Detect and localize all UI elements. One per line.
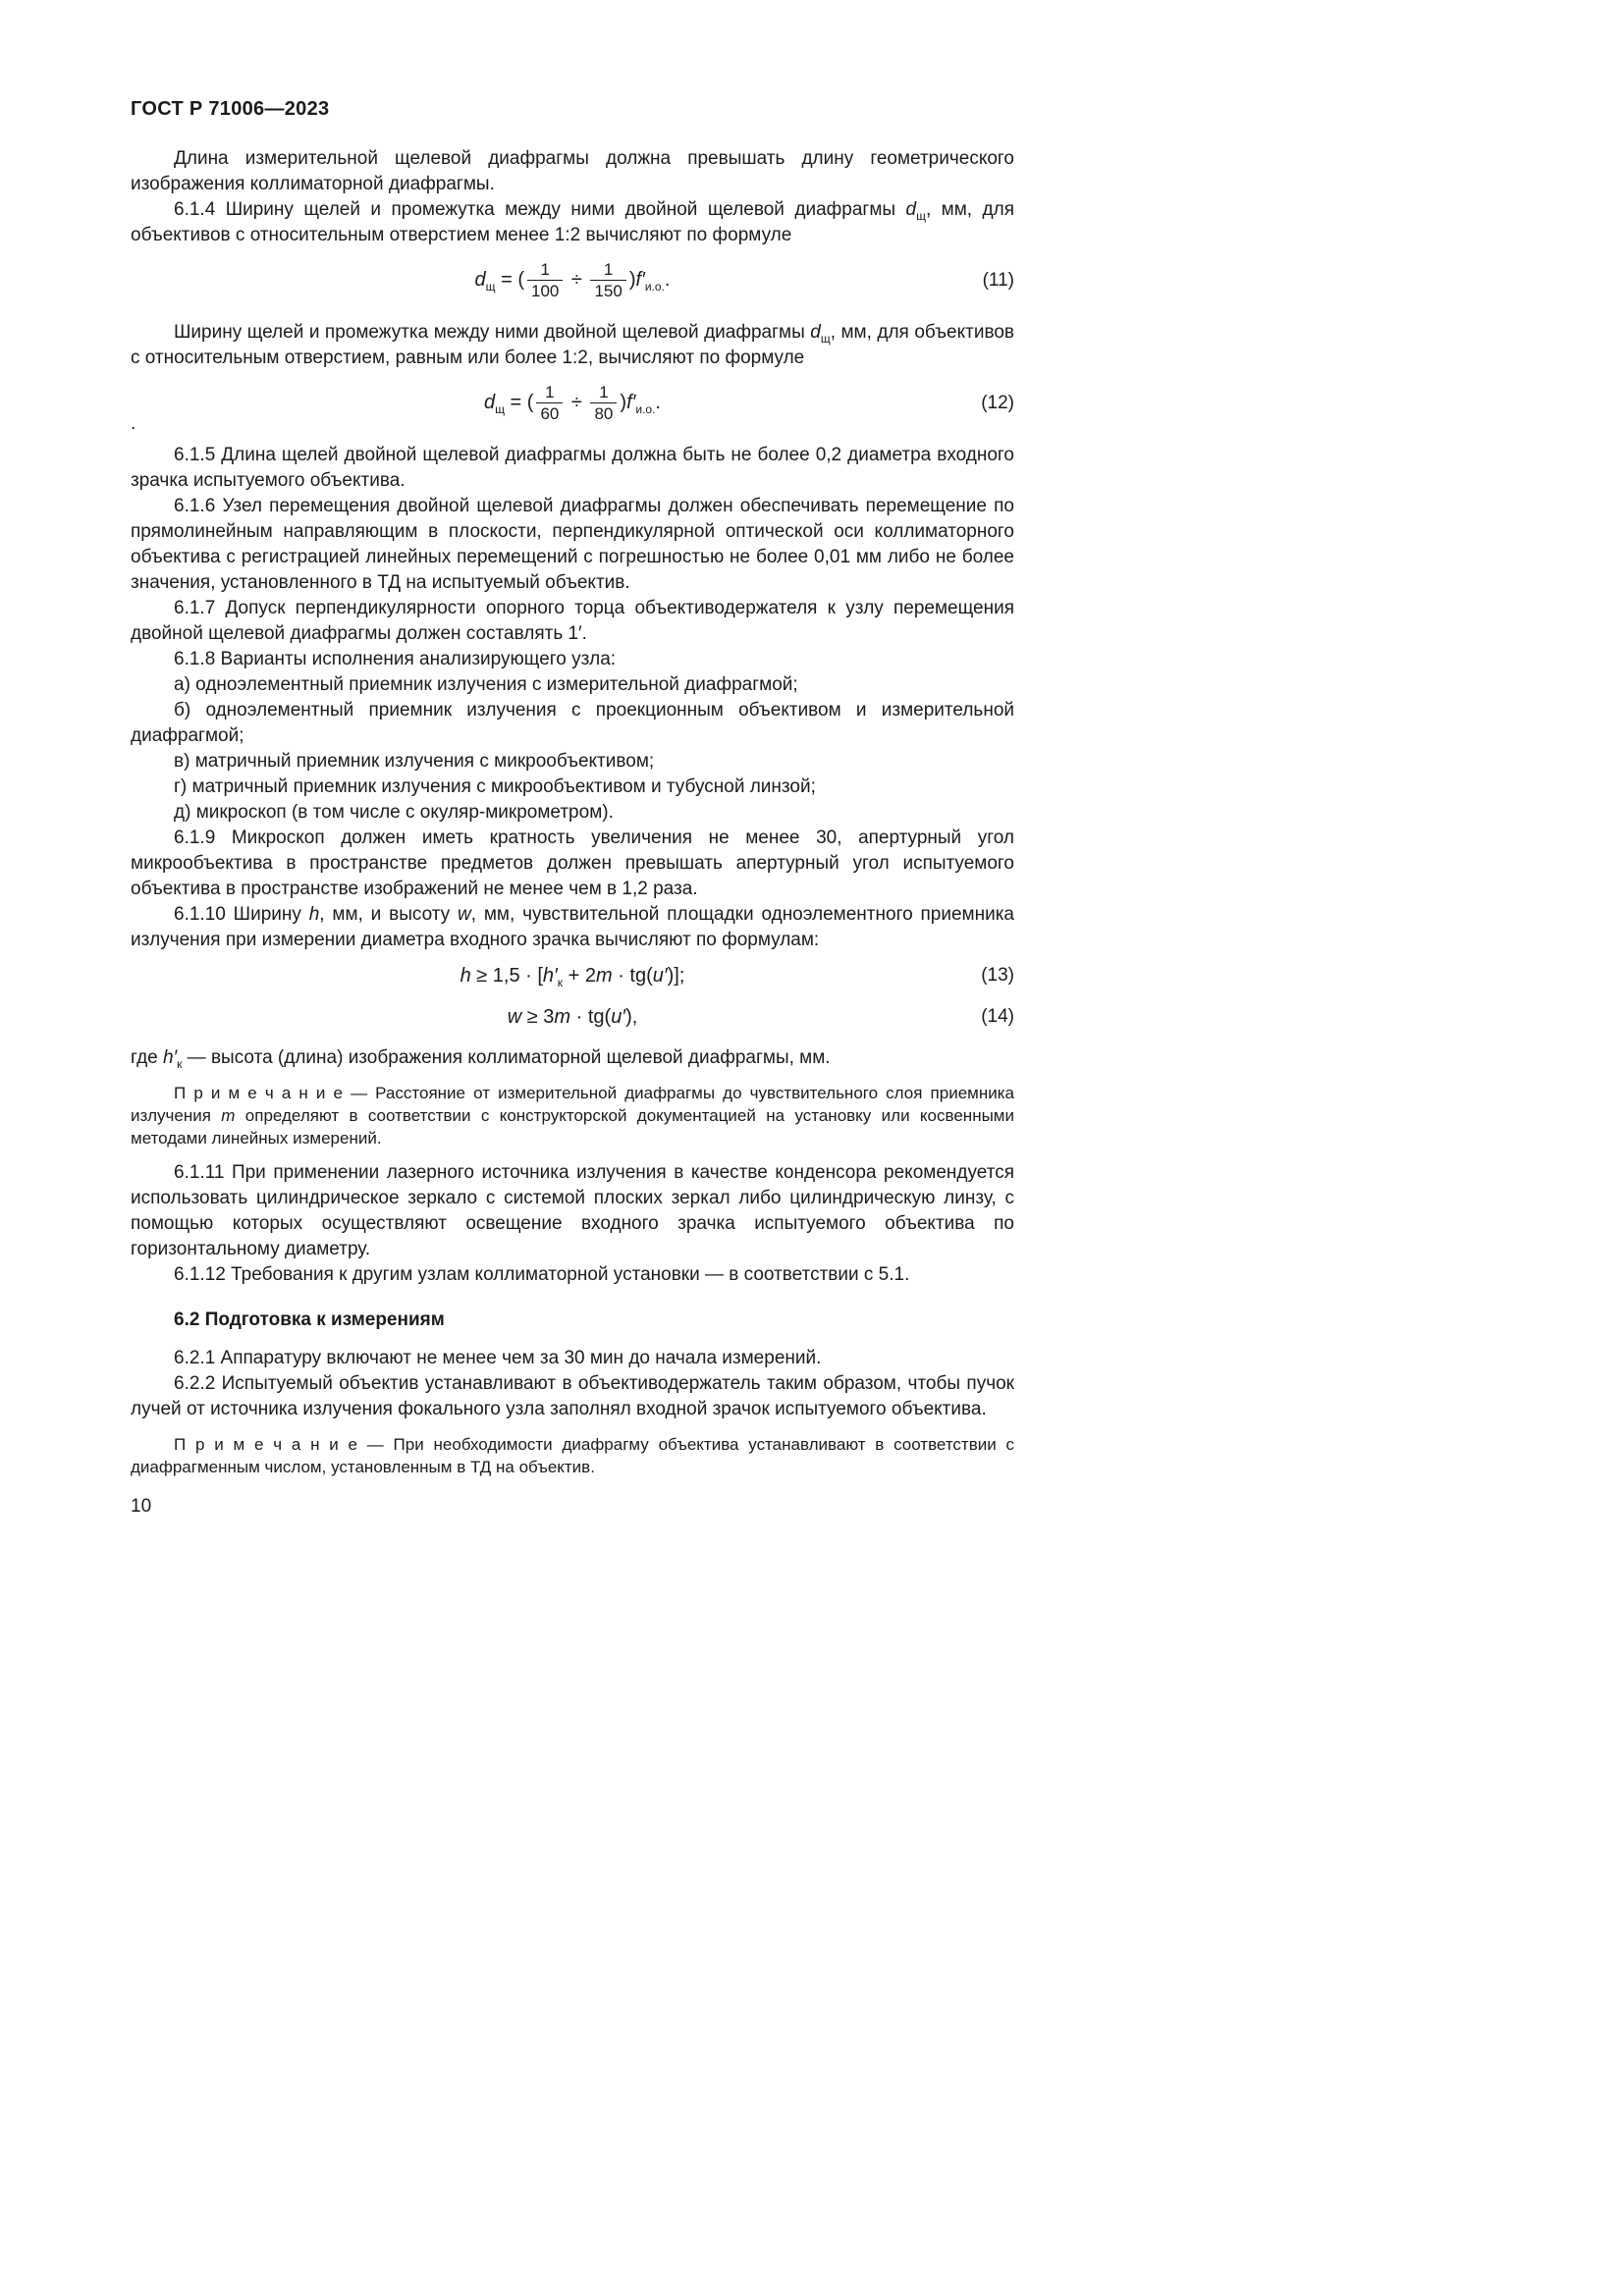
math-subscript: щ [820,331,831,346]
paragraph-text: , мм, для объективов с относительным отверстием менее 1:2 вычисляют по формуле [131,199,1014,245]
math-text: . [664,268,671,291]
math-variable: h′ [163,1047,178,1068]
paragraph-text: Ширину щелей и промежутка между ними двойной щелевой диафрагмы [174,322,811,343]
math-variable: d [484,391,496,413]
math-variable: m [221,1106,236,1125]
math-variable: h [308,904,320,925]
math-variable: u′ [652,965,668,987]
list-item-d: д) микроскоп (в том числе с окуляр-микрометром). [174,802,614,823]
fraction-numerator: 1 [536,383,563,403]
paragraph-text: 6.1.4 Ширину щелей и промежутка между ними двойной щелевой диафрагмы [174,199,906,220]
equation-number: (11) [982,269,1014,291]
paragraph-6-1-5: 6.1.5 Длина щелей двойной щелевой диафрагмы должна быть не более 0,2 диаметра входного зрачка испытуемого объектива. [131,445,1014,491]
paragraph-text: — высота (длина) изображения коллиматорной щелевой диафрагмы, мм. [182,1047,831,1068]
fraction-denominator: 80 [594,404,614,423]
math-text: )]; [667,965,685,987]
math-text: ≥ 1,5 · [ [470,965,543,987]
math-variable: h [460,965,471,987]
fraction-numerator: 1 [590,383,617,403]
math-subscript: щ [916,208,926,223]
math-variable: h′ [542,965,558,987]
math-text: = ( [495,268,524,291]
paragraph-where-clause [131,1045,1014,1071]
paragraph-6-1-11: 6.1.11 При применении лазерного источника излучения в качестве конденсора рекомендуется использовать цилиндрическое зеркало с системой плоских зеркал либо цилиндрическую линзу, с помощью которых осуществляют освещение входного зрачка испытуемого объектива по горизонтальному диаметру. [131,1162,1014,1259]
paragraph-6-2-2: 6.2.2 Испытуемый объектив устанавливают в объективодержатель таким образом, чтобы пучок лучей от источника излучения фокального узла заполнял входной зрачок испытуемого объектива. [131,1373,1014,1419]
equation-11 [131,260,1014,300]
paragraph-text: , мм, для объективов с относительным отверстием, равным или более 1:2, вычисляют по формуле [131,322,1014,368]
math-variable: f′ [635,268,645,291]
fraction-denominator: 100 [531,282,560,300]
list-item-v: в) матричный приемник излучения с микрообъективом; [174,751,655,772]
equation-14 [131,1004,1014,1030]
math-text: ) [620,391,627,413]
paragraph-6-2-1: 6.2.1 Аппаратуру включают не менее чем за 30 мин до начала измерений. [174,1348,822,1368]
fraction [536,383,563,423]
math-subscript: и.о. [635,401,656,416]
list-item-g: г) матричный приемник излучения с микрообъективом и тубусной линзой; [174,776,816,797]
note-text: П р и м е ч а н и е — Расстояние от измерительной диафрагмы до чувствительного слоя приемника излучения [131,1084,1014,1125]
equation-13-math [460,965,685,987]
math-text: + 2 [563,965,596,987]
math-variable: f′ [626,391,636,413]
math-subscript: к [177,1056,183,1071]
math-variable: d [810,322,821,343]
math-text: · tg( [612,965,653,987]
equation-11-math [474,260,671,300]
math-variable: d [474,268,486,291]
paragraph-6-1-4 [131,197,1014,248]
paragraph-6-1-6: 6.1.6 Узел перемещения двойной щелевой диафрагмы должен обеспечивать перемещение по прямолинейным направляющим в плоскости, перпендикулярной оптической оси коллиматорного объектива с регистрацией линейных перемещений с погрешностью не более 0,01 мм либо не более значения, установленного в ТД на испытуемый объектив. [131,496,1014,593]
page-content [131,98,1014,1518]
fraction [590,383,617,423]
equation-12 [131,383,1014,434]
division-sign: ÷ [566,391,588,413]
paragraph-text: 6.1.10 Ширину [174,904,309,925]
math-subscript: щ [495,401,505,416]
equation-number: (14) [981,1006,1014,1027]
stray-period: . [131,413,136,434]
paragraph-6-1-7: 6.1.7 Допуск перпендикулярности опорного торца объективодержателя к узлу перемещения двойной щелевой диафрагмы должен составлять 1′. [131,598,1014,644]
list-item-a: а) одноэлементный приемник излучения с измерительной диафрагмой; [174,674,798,695]
fraction-denominator: 60 [540,404,560,423]
paragraph-6-1-12: 6.1.12 Требования к другим узлам коллиматорной установки — в соответствии с 5.1. [174,1264,910,1285]
math-variable: d [905,199,917,220]
paragraph-text: , мм, чувствительной площадки одноэлементного приемника излучения при измерении диаметра входного зрачка вычисляют по формулам: [131,904,1014,950]
equation-number: (12) [981,392,1014,413]
math-subscript: и.о. [644,279,665,294]
paragraph-ratio-more [131,320,1014,371]
math-text: · tg( [570,1006,612,1028]
division-sign: ÷ [566,268,588,291]
math-variable: w [458,904,471,925]
math-variable: m [595,965,613,987]
note-diaphragm: П р и м е ч а н и е — При необходимости диафрагму объектива устанавливают в соответствии с диафрагменным числом, установленным в ТД на объектив. [131,1435,1014,1476]
paragraph-6-1-8: 6.1.8 Варианты исполнения анализирующего узла: [174,649,617,669]
paragraph-6-1-9: 6.1.9 Микроскоп должен иметь кратность увеличения не менее 30, апертурный угол микрообъектива в пространстве предметов должен превышать апертурный угол испытуемого объектива в пространстве изображений не менее чем в 1,2 раза. [131,828,1014,899]
page-number: 10 [131,1496,152,1517]
equation-12-math [484,383,661,423]
note-measurement-distance [131,1082,1014,1149]
paragraph-text: где [131,1047,164,1068]
section-heading-6-2: 6.2 Подготовка к измерениям [174,1309,445,1330]
paragraph-text: , мм, и высоту [319,904,459,925]
math-subscript: к [557,976,564,989]
paragraph-6-1-10 [131,902,1014,953]
math-variable: w [507,1006,522,1028]
equation-number: (13) [981,965,1014,986]
math-text: . [655,391,661,413]
fraction-numerator: 1 [590,260,625,281]
math-variable: u′ [611,1006,626,1028]
gost-number-header: ГОСТ Р 71006—2023 [131,98,330,120]
note-text: определяют в соответствии с конструкторской документацией на установку или косвенными методами линейных измерений. [131,1106,1014,1148]
math-text: = ( [505,391,534,413]
math-variable: m [554,1006,571,1028]
math-subscript: щ [485,279,496,294]
math-text: ), [625,1006,638,1028]
fraction-numerator: 1 [527,260,563,281]
list-item-b: б) одноэлементный приемник излучения с проекционным объективом и измерительной диафрагмой; [131,700,1014,746]
paragraph-intro: Длина измерительной щелевой диафрагмы должна превышать длину геометрического изображения коллиматорной диафрагмы. [131,148,1014,194]
fraction [527,260,563,300]
fraction [590,260,625,300]
math-text: ≥ 3 [521,1006,555,1028]
math-text: ) [628,268,636,291]
equation-13 [131,963,1014,988]
fraction-denominator: 150 [594,282,623,300]
equation-14-math [508,1006,638,1028]
